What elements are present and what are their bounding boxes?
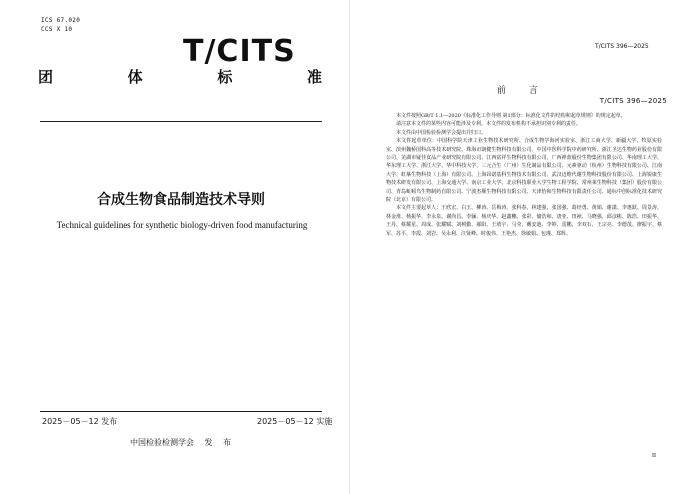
foreword-body [386,112,662,238]
standard-type-char: 标 [217,68,233,86]
foreword-paragraph: 本文件按照GB/T 1.1—2020《标准化工作导则 第1部分：标准化文件的结构和起草规则》的规定起草。 [396,113,626,119]
foreword-paragraph: 请注意本文件的某些内容可能涉及专利。本文件的发布机构不承担识别专利的责任。 [396,121,582,128]
publisher: 中国检验检测学会 发 布 [130,438,232,447]
cover-rule-top [40,121,322,122]
standard-number: T/CITS 396—2025 [599,97,667,105]
title-english: Technical guidelines for synthetic biology-driven food manufacturing [56,220,308,230]
foreword-paragraph: 本文件由中国检验检测学会提出并归口。 [396,129,487,136]
standard-type-char: 体 [127,68,143,86]
ics-code: ICS 67.020 [41,17,81,24]
publish-date: 2025－05－12 发布 [42,417,118,426]
foreword-title: 前 言 [497,86,548,96]
standard-logo: T/CITS [183,34,296,69]
foreword-paragraph: 本文件主要起草人：王欣宏、白玉、柳涛、岳梅涛、张科春、林建强、张国强、葛经勇、黄娟、谢潇、李惠跃、周景涛、林金淮、杨振华、李永泉、谢尚昌、李骊、杨庆华、赵鑫穗、张彩、储浩和、唐亚、田祯、马晓强、邱彦彬、陈浩、田振华、王丹、蔡耀星、周成、张耀赋、刘树勤、郝阳、王靖宇、马莹、戴安迪、李婷、雷鹏、李双石、王宗亮、李德茂、廖振宇、蔡军、苏平、李霞、刘岩、吴永利、汪贤峰、时俊伟、王艳杰、徐敏娟、包瑾、郑辉。 [386,205,662,237]
implement-date: 2025－05－12 实施 [257,417,333,426]
title-chinese: 合成生物食品制造技术导则 [97,192,265,208]
page-divider [349,0,350,494]
cover-rule-bottom [40,411,322,412]
foreword-page [350,0,700,494]
page-number: II [652,453,656,459]
standard-type-char: 团 [38,68,54,86]
header-standard-number: T/CITS 396—2025 [595,43,649,50]
foreword-paragraph: 本文件起草单位：中国科学院天津工业生物技术研究所、合成生物学海河实验室、浙江工商大学、新疆大学、牧原实验室、滨州魏桥国科高等技术研究院、珠海市朗健生物科技有限公司、中国中医科学院中药研究所、浙江圣达生物药业股份有限公司、芜湖市疑佳食品产业研究院有限公司、江西富祥生物科技有限公司、广西禅蓝股份生物集团有限公司、华南理工大学、华东理工大学、浙江大学、华中科技大学、三元合生（广州）生化制品有限公司、元素驱动（杭州）生物科技有限公司、江南大学、虹摹生物科技（上海）有限公司、上海昂诺基科生物技术有限公司、武汉迈维代谢生物科技股份有限公司、上海锐康生物技术研发有限公司、上海交通大学、南京工业大学、北京科技职业大学生物工程学院、常州莱生物科技（集团）股份有限公司、青岛蚯蚓鸟生物制药有限公司、宁波杰顺生物科技有限公司、天津怡和生物科技有限责任公司、通标中创标准化技术研究院（北京）有限公司。 [386,138,662,204]
ccs-code: CCS X 10 [41,26,73,33]
standard-type [38,66,322,87]
standard-type-char: 准 [306,68,322,86]
